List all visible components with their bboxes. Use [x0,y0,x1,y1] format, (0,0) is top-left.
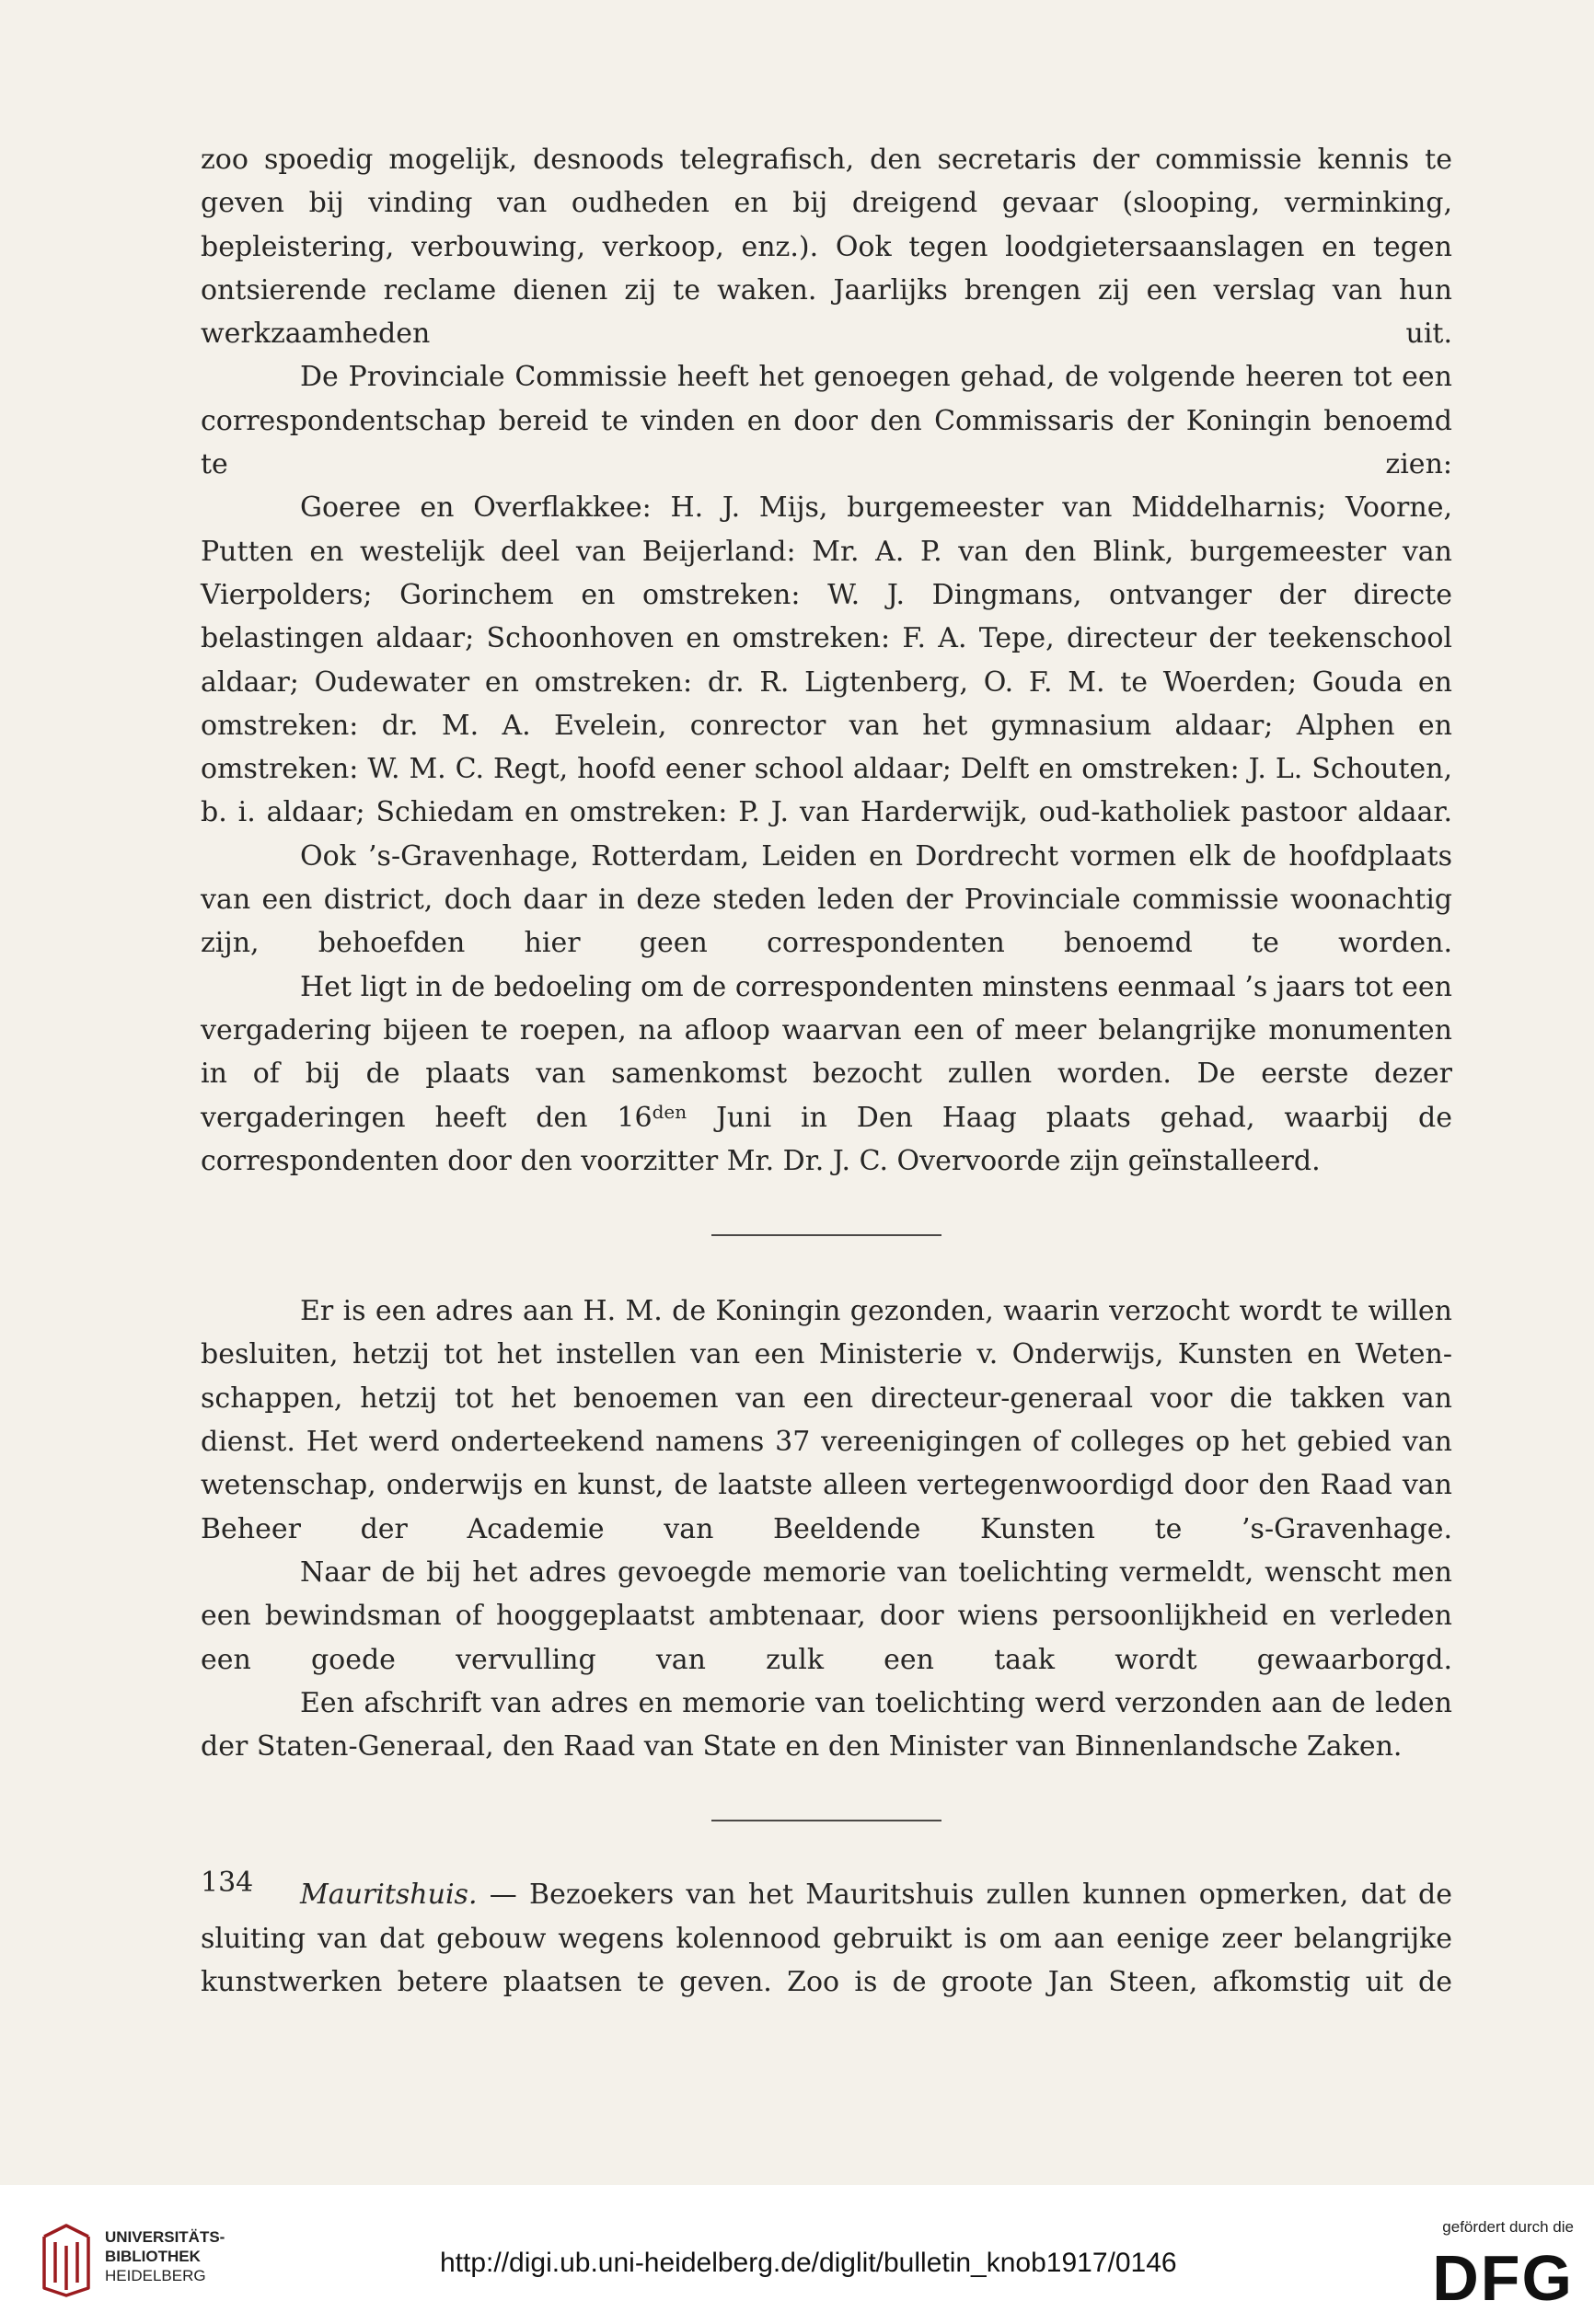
library-name-line2: BIBLIOTHEK [105,2248,201,2265]
library-logo[interactable] [39,2224,223,2307]
section-divider-2 [711,1820,941,1821]
permalink-url[interactable]: http://digi.ub.uni-heidelberg.de/diglit/bulletin_knob1917/0146 [440,2248,1177,2278]
paragraph-intro: zoo spoedig mogelijk, desnoods telegrafisch, den secretaris der commissie kennis te geven bij vinding van oudheden en bij dreigend gevaar (slooping, verminking, bepleistering, verbouwing, verkoop, enz.). Ook tegen loodgietersaanslagen en tegen ontsierende reclame dienen zij te waken. Jaarlijks brengen zij een verslag van hun werkzaamheden uit. [201,144,1452,351]
mauritshuis-text: — Bezoekers van het Mauritshuis zullen kunnen opmerken, dat de sluiting van dat gebouw wegens kolennood gebruikt is om aan eenige zeer belangrijke kunstwerken betere plaatsen te geven. Zoo is de groote Jan Steen, afkomstig uit de [201,1879,1452,1998]
paragraph-memorie: Naar de bij het adres gevoegde memorie van toelichting vermeldt, wenscht men een bewindsman of hooggeplaatst ambtenaar, door wiens persoonlijkheid en verleden een goede vervulling van zulk een taak wordt gewaarborgd. [201,1555,1452,1676]
paragraph-commissie: De Provinciale Commissie heeft het genoegen gehad, de volgende heeren tot een correspondentschap bereid te vinden en door den Commissaris der Koningin benoemd te zien: [201,361,1452,481]
meeting-text-a: Het ligt in de bedoeling om de correspondenten minstens eenmaal ’s jaars tot een vergadering bijeen te roepen, na afloop waarvan een of meer belangrijke monumenten in of bij de plaats van samenkomst bezocht zullen worden. De eerste dezer vergaderingen heeft den 16 [201,970,1452,1134]
dfg-logo[interactable]: DFG [1432,2242,1574,2314]
library-mark-icon [39,2224,94,2297]
digitization-footer [0,2185,1594,2324]
paragraph-address: Er is een adres aan H. M. de Koningin gezonden, waarin verzocht wordt te willen besluiten, hetzij tot het instellen van een Ministerie v. Onderwijs, Kunsten en Weten- schappen, hetzij tot het benoemen van een directeur-generaal voor die takken van dienst. Het werd onderteekend namens 37 vereenigingen of colleges op het gebied van wetenschap, onderwijs en kunst, de laatste alleen vertegenwoordigd door den Raad van Beheer der Academie van Beeldende Kunsten te ’s-Gravenhage. [201,1295,1452,1545]
page-number: 134 [201,1867,254,1899]
text-body [201,138,1452,2004]
library-name [105,2227,225,2285]
section-divider-1 [711,1234,941,1236]
meeting-text-b: Juni in Den Haag plaats gehad, waarbij de correspondenten door den voorzitter Mr. Dr. J. C. Overvoorde zijn geïnstalleerd. [201,1101,1452,1177]
ordinal-suffix: den [652,1100,687,1123]
paragraph-correspondents: Goeree en Overflakkee: H. J. Mijs, burgemeester van Middelharnis; Voorne, Putten en westelijk deel van Beijerland: Mr. A. P. van den Blink, burgemeester van Vierpolders; Gorinchem en omstreken: W. J. Dingmans, ontvanger der directe belastingen aldaar; Schoonhoven en omstreken: F. A. Tepe, directeur der teekenschool aldaar; Oudewater en omstreken: dr. R. Ligtenberg, O. F. M. te Woerden; Gouda en omstreken: dr. M. A. Evelein, conrector van het gymnasium aldaar; Alphen en omstreken: W. M. C. Regt, hoofd eener school aldaar; Delft en omstreken: J. L. Schouten, b. i. aldaar; Schiedam en omstreken: P. J. van Harderwijk, oud-katholiek pastoor aldaar. [201,491,1452,829]
mauritshuis-heading: Mauritshuis. [300,1879,478,1912]
library-name-line3: HEIDELBERG [105,2267,206,2284]
funding-caption: gefördert durch die [1442,2218,1574,2236]
paragraph-afschrift: Een afschrift van adres en memorie van toelichting werd verzonden aan de leden der Staten-Generaal, den Raad van State en den Minister van Binnenlandsche Zaken. [201,1686,1452,1763]
paragraph-mauritshuis [201,1873,1452,2004]
funder-block [1408,2218,1574,2314]
paragraph-meeting [201,965,1452,1183]
library-name-line1: UNIVERSITÄTS- [105,2228,225,2246]
paragraph-districts: Ook ’s-Gravenhage, Rotterdam, Leiden en Dordrecht vormen elk de hoofdplaats van een district, doch daar in deze steden leden der Provinciale commissie woonachtig zijn, behoefden hier geen correspondenten benoemd te worden. [201,839,1452,960]
